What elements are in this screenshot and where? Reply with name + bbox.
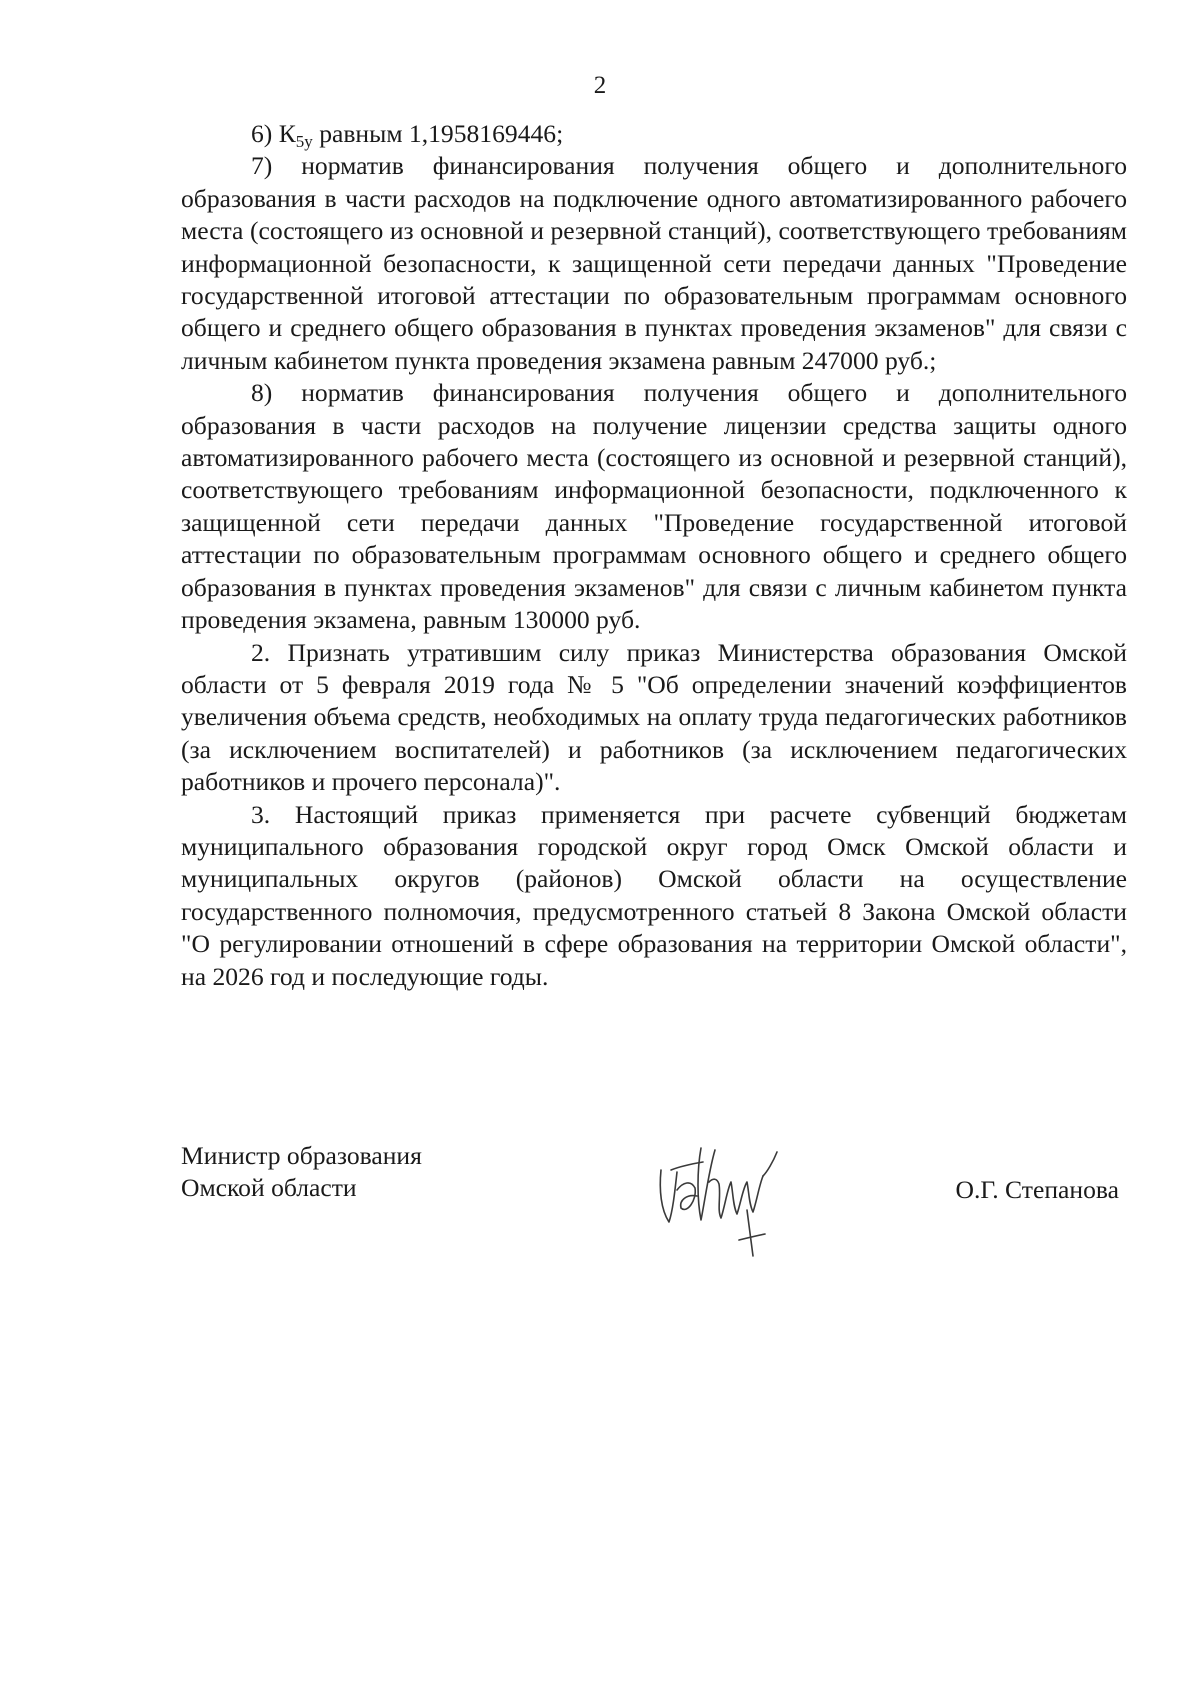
item-6 xyxy=(181,118,1127,150)
page-number: 2 xyxy=(593,72,607,99)
clause-2: 2. Признать утратившим силу приказ Министерства образования Омской области от 5 февраля 2019 года № 5 "Об определении значений коэффициентов увеличения объема средств, необходимых на оплату труда педагогических работников (за исключением воспитателей) и работников (за исключением педагогических работников и прочего персонала)". xyxy=(181,637,1127,797)
item-8: 8) норматив финансирования получения общего и дополнительного образования в части расходов на получение лицензии средства защиты одного автоматизированного рабочего места (состоящего из основной и резервной станций), соответствующего требованиям информационной безопасности, подключенного к защищенной сети передачи данных "Проведение государственной итоговой аттестации по образовательным программам основного общего и среднего общего образования в пунктах проведения экзаменов" для связи с личным кабинетом пункта проведения экзамена, равным 130000 руб. xyxy=(181,378,1127,635)
clause-3: 3. Настоящий приказ применяется при расчете субвенций бюджетам муниципального образования городской округ город Омск Омской области и муниципальных округов (районов) Омской области на осуществление государственного полномочия, предусмотренного статьей 8 Закона Омской области "О регулировании отношений в сфере образования на территории Омской области", на 2026 год и последующие годы. xyxy=(181,799,1127,991)
signature-block xyxy=(181,1140,1127,1280)
item-7: 7) норматив финансирования получения общего и дополнительного образования в части расходов на подключение одного автоматизированного рабочего места (состоящего из основной и резервной станций), соответствующего требованиям информационной безопасности, к защищенной сети передачи данных "Проведение государственной итоговой аттестации по образовательным программам основного общего и среднего общего образования в пунктах проведения экзаменов" для связи с личным кабинетом пункта проведения экзамена равным 247000 руб.; xyxy=(181,151,1127,375)
item-6-subscript: 5у xyxy=(295,132,313,151)
signer-position xyxy=(181,1140,422,1205)
item-6-prefix: 6) К xyxy=(251,119,296,148)
document-body xyxy=(181,118,1127,993)
handwritten-signature xyxy=(651,1130,801,1280)
signer-position-line-2: Омской области xyxy=(181,1173,357,1203)
signer-position-line-1: Министр образования xyxy=(181,1141,422,1170)
signer-name: О.Г. Степанова xyxy=(955,1175,1119,1204)
item-6-value: равным 1,1958169446; xyxy=(312,119,564,148)
